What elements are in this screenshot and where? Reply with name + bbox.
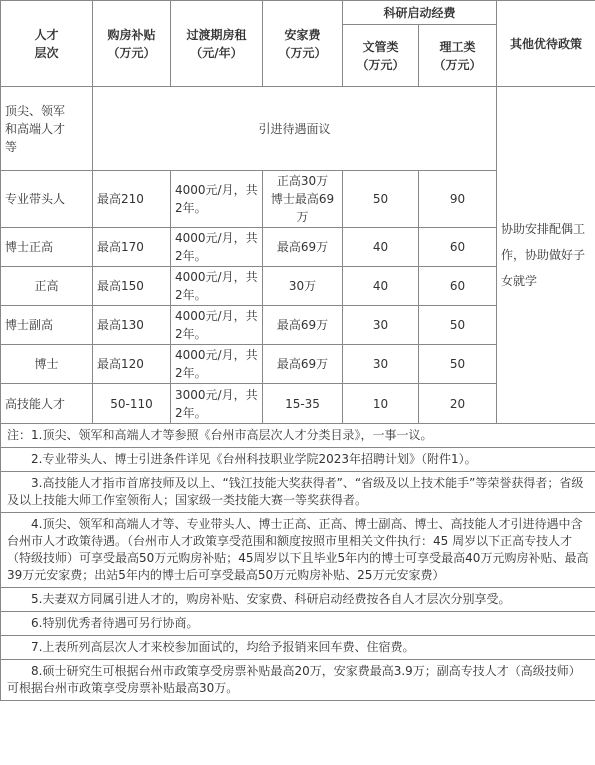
row-science: 60 [419, 228, 497, 267]
row-level: 专业带头人 [1, 171, 93, 228]
row-science: 60 [419, 267, 497, 306]
header-housing-subsidy: 购房补贴 （万元） [93, 1, 171, 87]
row-rent: 4000元/月，共2年。 [171, 228, 263, 267]
row-rent: 3000元/月，共2年。 [171, 384, 263, 424]
row-humanities: 10 [343, 384, 419, 424]
row-level: 博士副高 [1, 306, 93, 345]
row-settle: 正高30万 博士最高69万 [263, 171, 343, 228]
row-rent: 4000元/月，共2年。 [171, 345, 263, 384]
row-housing: 最高130 [93, 306, 171, 345]
note-4: 4.顶尖、领军和高端人才等、专业带头人、博士正高、正高、博士副高、博士、高技能人才引进待遇中含台州市人才政策待遇。（台州市人才政策享受范围和额度按照市里相关文件执行：45 周岁以下正高专技人才（特级技师）可享受最高50万元购房补贴；45周岁以下且毕业5年内的博士可享受最高40万元购房补贴、最高39万元安家费；出站5年内的博士后可享受最高50万元购房补贴、25万元安家费） [1, 513, 595, 588]
row-settle: 最高69万 [263, 345, 343, 384]
header-humanities: 文管类 （万元） [343, 25, 419, 87]
header-other-policy: 其他优待政策 [497, 1, 595, 87]
note-1: 注：1.顶尖、领军和高端人才等参照《台州市高层次人才分类目录》，一事一议。 [1, 424, 595, 448]
row-housing: 最高150 [93, 267, 171, 306]
row-settle: 15-35 [263, 384, 343, 424]
row-science: 20 [419, 384, 497, 424]
row-humanities: 30 [343, 306, 419, 345]
row-rent: 4000元/月，共2年。 [171, 306, 263, 345]
row-level: 高技能人才 [1, 384, 93, 424]
row-humanities: 30 [343, 345, 419, 384]
top-talent-level: 顶尖、领军 和高端人才 等 [1, 87, 93, 171]
row-science: 50 [419, 306, 497, 345]
row-rent: 4000元/月，共2年。 [171, 267, 263, 306]
negotiable-treatment: 引进待遇面议 [93, 87, 497, 171]
note-2: 2.专业带头人、博士引进条件详见《台州科技职业学院2023年招聘计划》（附件1）。 [1, 448, 595, 472]
header-research-funding: 科研启动经费 [343, 1, 497, 25]
header-settlement-fee: 安家费 （万元） [263, 1, 343, 87]
row-level: 博士正高 [1, 228, 93, 267]
row-settle: 最高69万 [263, 228, 343, 267]
row-settle: 最高69万 [263, 306, 343, 345]
header-science-engineering: 理工类 （万元） [419, 25, 497, 87]
header-talent-level: 人才 层次 [1, 1, 93, 87]
row-humanities: 50 [343, 171, 419, 228]
row-science: 50 [419, 345, 497, 384]
row-housing: 最高170 [93, 228, 171, 267]
header-transition-rent: 过渡期房租 （元/年） [171, 1, 263, 87]
row-settle: 30万 [263, 267, 343, 306]
row-housing: 最高210 [93, 171, 171, 228]
row-housing: 最高120 [93, 345, 171, 384]
note-6: 6.特别优秀者待遇可另行协商。 [1, 612, 595, 636]
note-7: 7.上表所列高层次人才来校参加面试的，均给予报销来回车费、住宿费。 [1, 636, 595, 660]
row-level: 博士 [1, 345, 93, 384]
row-humanities: 40 [343, 267, 419, 306]
note-5: 5.夫妻双方同属引进人才的，购房补贴、安家费、科研启动经费按各自人才层次分别享受。 [1, 588, 595, 612]
row-rent: 4000元/月，共2年。 [171, 171, 263, 228]
note-3: 3.高技能人才指市首席技师及以上、“钱江技能大奖获得者”、“省级及以上技术能手”等荣誉获得者；省级及以上技能大师工作室领衔人；国家级一类技能大赛一等奖获得者。 [1, 472, 595, 513]
row-humanities: 40 [343, 228, 419, 267]
row-level: 正高 [1, 267, 93, 306]
row-housing: 50-110 [93, 384, 171, 424]
note-8: 8.硕士研究生可根据台州市政策享受房票补贴最高20万，安家费最高3.9万；副高专技人才（高级技师）可根据台州市政策享受房票补贴最高30万。 [1, 660, 595, 701]
other-policy-text: 协助安排配偶工作，协助做好子女就学 [497, 87, 595, 424]
row-science: 90 [419, 171, 497, 228]
